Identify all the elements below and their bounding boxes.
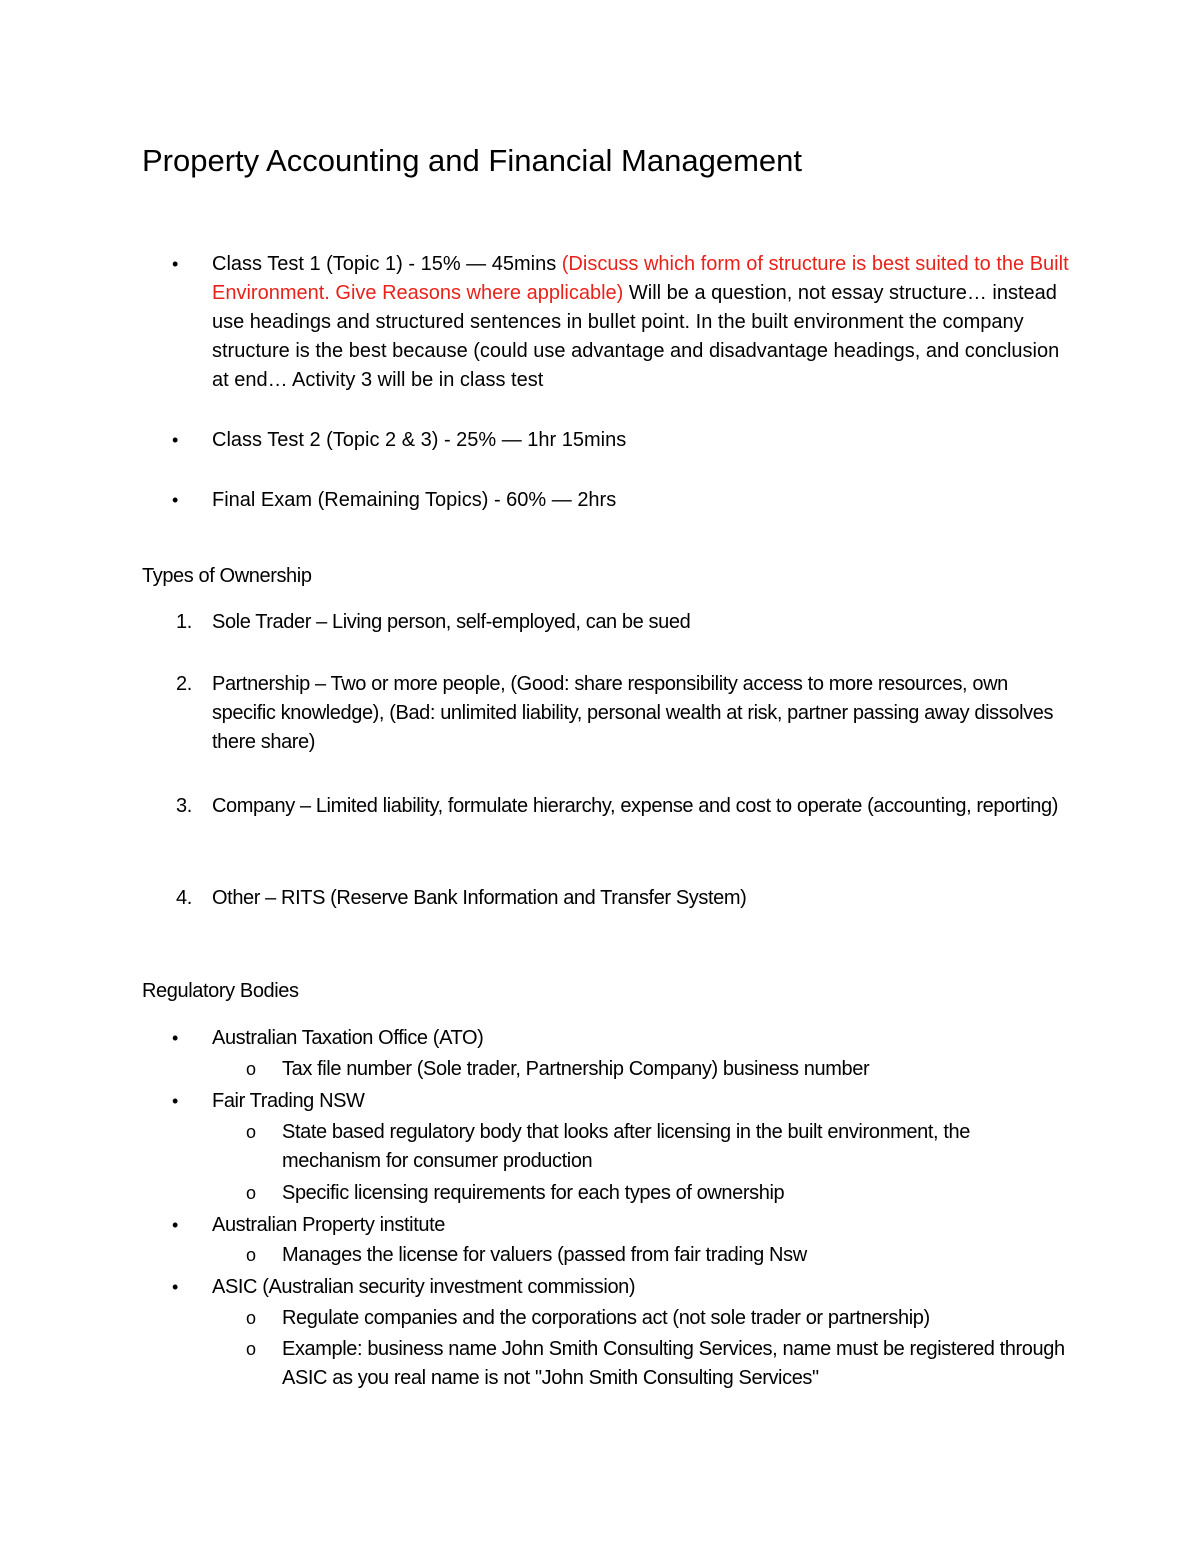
ownership-text: Partnership – Two or more people, (Good: share responsibility access to more resources, own specific knowledge), (Bad: unlimited liability, personal wealth at risk, partner passing away dissolves there share) [212,673,1054,753]
bullet-icon: • [172,1091,178,1111]
regulatory-text: Fair Trading NSW [212,1090,365,1112]
regulatory-item-api [172,1211,1072,1240]
bullet-icon: • [172,490,179,510]
circle-bullet-icon: o [246,1339,256,1359]
regulatory-item-ato [172,1024,1072,1053]
ownership-item [176,884,1072,913]
circle-bullet-icon: o [246,1122,256,1142]
regulatory-subitem [246,1055,1062,1084]
regulatory-text: ASIC (Australian security investment commission) [212,1276,636,1298]
regulatory-subtext: Example: business name John Smith Consulting Services, name must be registered through ASIC as you real name is not "John Smith Consulting Services" [282,1338,1065,1389]
list-number: 3. [176,795,192,817]
regulatory-subtext: State based regulatory body that looks after licensing in the built environment, the mechanism for consumer production [282,1121,970,1172]
list-number: 2. [176,673,192,695]
section-heading-regulatory: Regulatory Bodies [142,980,299,1002]
regulatory-subtext: Specific licensing requirements for each types of ownership [282,1182,785,1204]
assessment-text: Class Test 1 (Topic 1) - 15% — 45mins [212,253,562,275]
regulatory-subitem [246,1335,1072,1393]
page-title: Property Accounting and Financial Management [142,143,803,178]
bullet-icon: • [172,1028,178,1048]
ownership-text: Other – RITS (Reserve Bank Information and Transfer System) [212,887,747,909]
bullet-icon: • [172,1277,178,1297]
bullet-icon: • [172,430,179,450]
regulatory-subitem [246,1118,1052,1176]
assessment-note-text: Will be a question, not essay structure… instead use headings and structured sentences in bullet point. In the built environment the company structure is the best because (could use advantage and disadvantage headings, and conclusion at end… Activity 3 will be in class test [212,282,1060,391]
bullet-icon: • [172,1215,178,1235]
assessment-text: Class Test 2 (Topic 2 & 3) - 25% — 1hr 15mins [212,429,627,451]
regulatory-subtext: Manages the license for valuers (passed from fair trading Nsw [282,1244,807,1266]
assessment-text: Final Exam (Remaining Topics) - 60% — 2hrs [212,489,617,511]
ownership-item [176,792,1062,821]
list-number: 4. [176,887,192,909]
assessment-item-final-exam [172,486,1072,515]
circle-bullet-icon: o [246,1059,256,1079]
regulatory-subitem [246,1179,1062,1208]
regulatory-item-fair-trading [172,1087,1072,1116]
assessment-item-class-test-2 [172,426,1072,455]
regulatory-subitem [246,1304,1062,1333]
regulatory-text: Australian Taxation Office (ATO) [212,1027,484,1049]
ownership-item [176,608,1072,637]
circle-bullet-icon: o [246,1245,256,1265]
list-number: 1. [176,611,192,633]
ownership-text: Sole Trader – Living person, self-employed, can be sued [212,611,691,633]
circle-bullet-icon: o [246,1308,256,1328]
assessment-item-class-test-1 [172,250,1072,395]
regulatory-subtext: Tax file number (Sole trader, Partnership Company) business number [282,1058,870,1080]
ownership-item [176,670,1062,757]
section-heading-ownership: Types of Ownership [142,565,312,587]
regulatory-text: Australian Property institute [212,1214,445,1236]
circle-bullet-icon: o [246,1183,256,1203]
ownership-text: Company – Limited liability, formulate hierarchy, expense and cost to operate (accounting, reporting) [212,795,1058,817]
regulatory-item-asic [172,1273,1072,1302]
bullet-icon: • [172,254,179,274]
regulatory-subtext: Regulate companies and the corporations act (not sole trader or partnership) [282,1307,930,1329]
assessment-highlight-text: (Discuss which form of structure is best suited to the Built Environment. Give Reasons where applicable) [212,253,1069,304]
regulatory-subitem [246,1241,1062,1270]
